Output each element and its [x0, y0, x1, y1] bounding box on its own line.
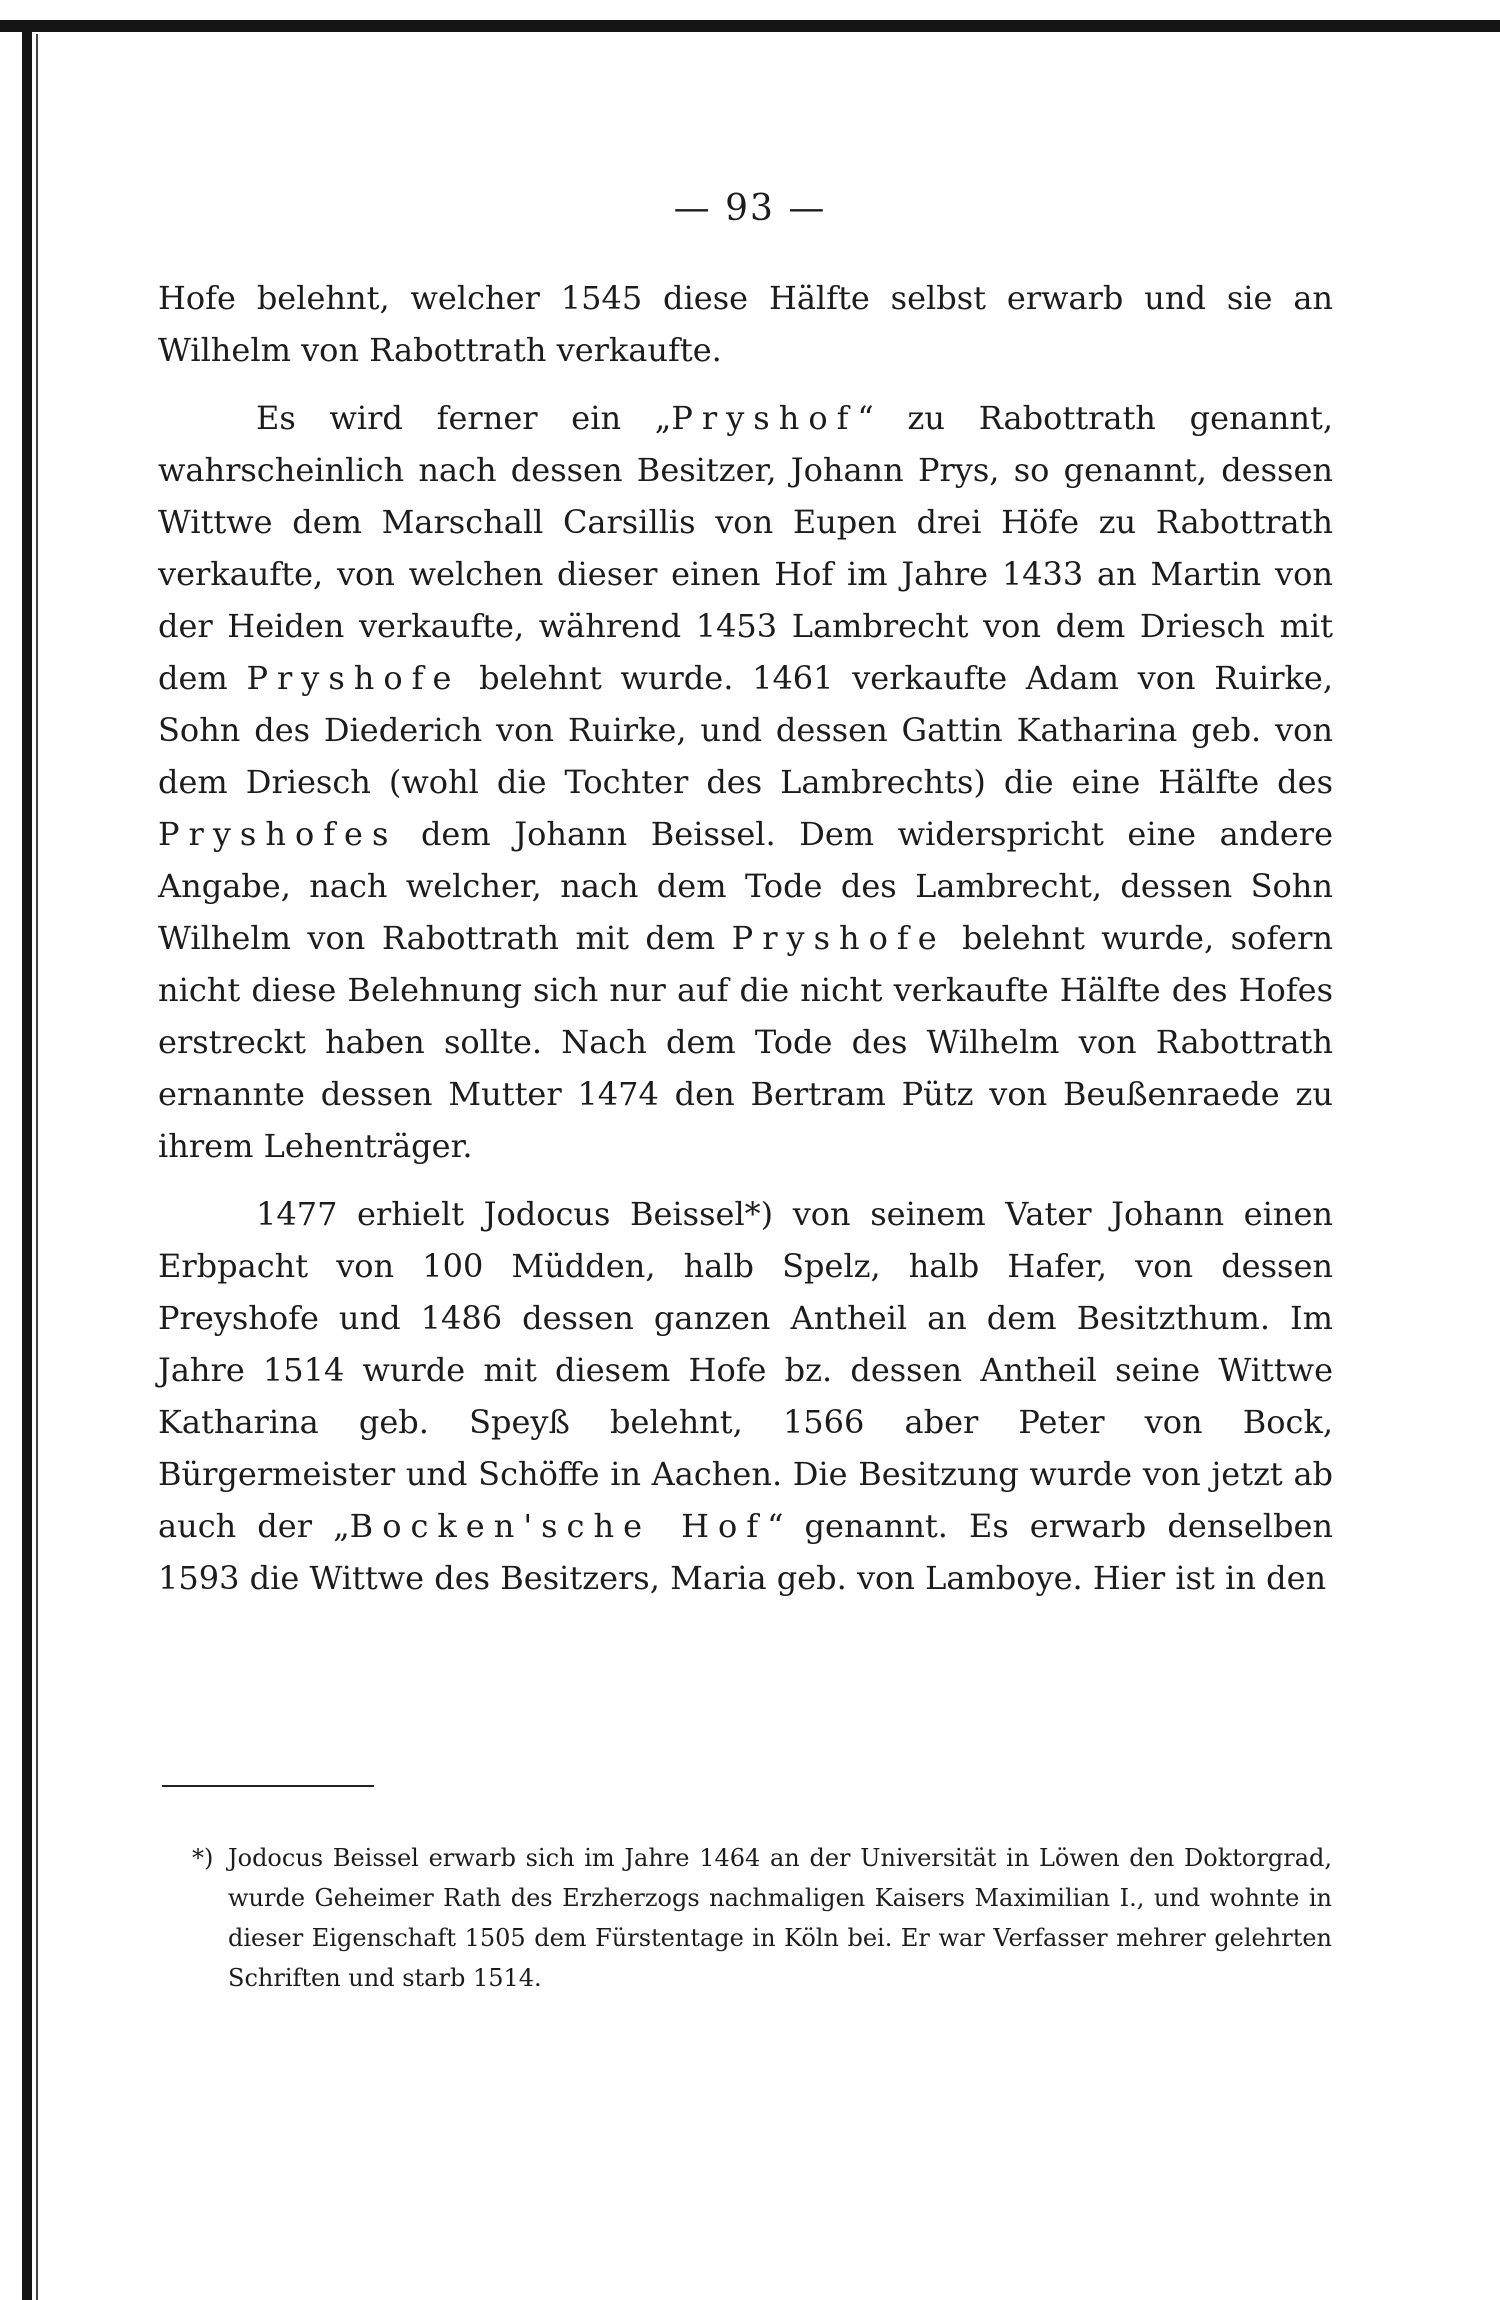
paragraph-1477: [158, 1188, 1333, 1604]
emphasis-text: Pryshof: [671, 399, 858, 437]
emphasis-text: Pryshofe: [246, 659, 461, 697]
page-left-border-inner: [36, 34, 38, 2300]
paragraph-text: belehnt wurde. 1461 verkaufte Adam von Ruirke, Sohn des Diederich von Ruirke, und dessen Gattin Katharina geb. von dem Driesch (wohl die Tochter des Lambrechts) die eine Hälfte des: [158, 659, 1334, 801]
body-text: [158, 272, 1333, 1604]
paragraph-text: “ zu Rabottrath genannt, wahrscheinlich nach dessen Besitzer, Johann Prys, so genannt, dessen Wittwe dem Marschall Carsillis von Eupen drei Höfe zu Rabottrath verkaufte, von welchen dieser einen Hof im Jahre 1433 an Martin von der Heiden verkaufte, während 1453 Lambrecht von dem Driesch mit dem: [158, 399, 1334, 697]
emphasis-text: Pryshofe: [731, 919, 946, 957]
page-top-border: [0, 20, 1500, 32]
footnote-text: Jodocus Beissel erwarb sich im Jahre 1464 an der Universität in Löwen den Doktorgrad, wurde Geheimer Rath des Erzherzogs nachmaligen Kaisers Maximilian I., und wohnte in dieser Eigenschaft 1505 dem Fürstentage in Köln bei. Er war Verfasser mehrer gelehrten Schriften und starb 1514.: [228, 1844, 1332, 1992]
page-left-border: [22, 20, 32, 2300]
footnote-separator: [162, 1785, 374, 1787]
paragraph-pryshof: [158, 392, 1333, 1172]
emphasis-text: Bocken'sche Hof: [349, 1507, 768, 1545]
paragraph-text: “ genannt. Es erwarb denselben 1593 die Wittwe des Besitzers, Maria geb. von Lamboye. Hier ist in den: [158, 1507, 1334, 1597]
footnote-marker: *): [192, 1844, 214, 1872]
paragraph-text: 1477 erhielt Jodocus Beissel*) von seinem Vater Johann einen Erbpacht von 100 Müdden, halb Spelz, halb Hafer, von dessen Preyshofe und 1486 dessen ganzen Antheil an dem Besitzthum. Im Jahre 1514 wurde mit diesem Hofe bz. dessen Antheil seine Wittwe Katharina geb. Speyß belehnt, 1566 aber Peter von Bock, Bürgermeister und Schöffe in Aachen. Die Besitzung wurde von jetzt ab auch der „: [158, 1195, 1333, 1545]
footnote: [192, 1838, 1332, 1998]
page-number: — 93 —: [673, 188, 827, 229]
emphasis-text: Pryshofes: [158, 815, 398, 853]
paragraph-text: Es wird ferner ein „: [256, 399, 672, 437]
paragraph-continuation: [158, 272, 1333, 376]
paragraph-text: dem Johann Beissel. Dem widerspricht eine andere Angabe, nach welcher, nach dem Tode des Lambrecht, dessen Sohn Wilhelm von Rabottrath mit dem: [158, 815, 1333, 957]
paragraph-text: belehnt wurde, sofern nicht diese Belehnung sich nur auf die nicht verkaufte Hälfte des Hofes erstreckt haben sollte. Nach dem Tode des Wilhelm von Rabottrath ernannte dessen Mutter 1474 den Bertram Pütz von Beußenraede zu ihrem Lehenträger.: [158, 919, 1334, 1165]
paragraph-text: Hofe belehnt, welcher 1545 diese Hälfte selbst erwarb und sie an Wilhelm von Rabottrath verkaufte.: [158, 279, 1333, 369]
